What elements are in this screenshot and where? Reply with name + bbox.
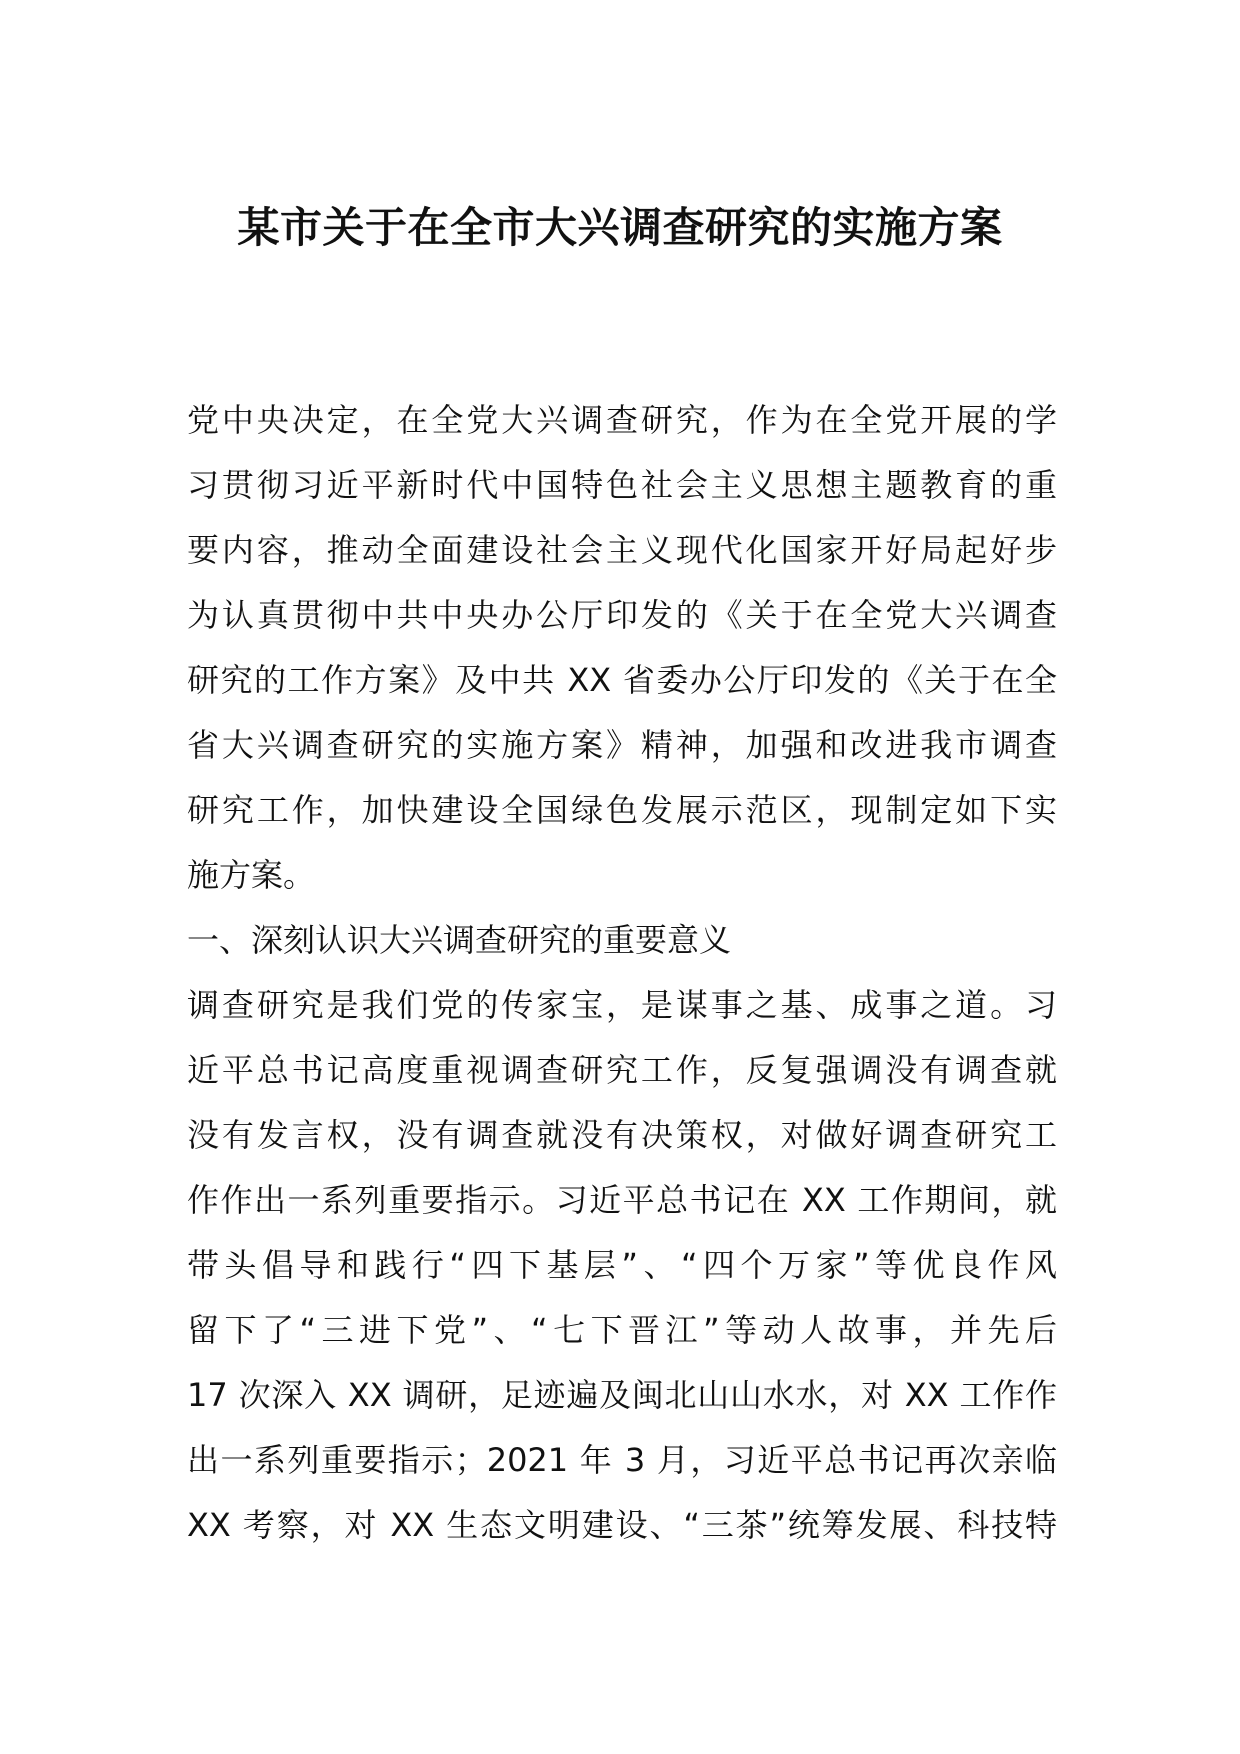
document-body bbox=[187, 388, 1057, 1558]
body-line: 调查研究是我们党的传家宝，是谋事之基、成事之道。习 bbox=[187, 986, 1057, 1024]
body-line: 没有发言权，没有调查就没有决策权，对做好调查研究工 bbox=[187, 1116, 1057, 1154]
body-line: 为认真贯彻中共中央办公厅印发的《关于在全党大兴调查 bbox=[187, 596, 1057, 634]
body-line: 带头倡导和践行“四下基层”、“四个万家”等优良作风 bbox=[187, 1246, 1057, 1284]
body-line: 施方案。 bbox=[187, 856, 316, 894]
body-line: 研究工作，加快建设全国绿色发展示范区，现制定如下实 bbox=[187, 791, 1057, 829]
body-line: 研究的工作方案》及中共 XX 省委办公厅印发的《关于在全 bbox=[187, 661, 1057, 699]
body-line: 省大兴调查研究的实施方案》精神，加强和改进我市调查 bbox=[187, 726, 1057, 764]
body-line: 习贯彻习近平新时代中国特色社会主义思想主题教育的重 bbox=[187, 466, 1057, 504]
body-line: 作作出一系列重要指示。习近平总书记在 XX 工作期间，就 bbox=[187, 1181, 1057, 1219]
document-title: 某市关于在全市大兴调查研究的实施方案 bbox=[237, 203, 1003, 252]
body-line: 出一系列重要指示；2021 年 3 月，习近平总书记再次亲临 bbox=[187, 1441, 1057, 1479]
body-line: 党中央决定，在全党大兴调查研究，作为在全党开展的学 bbox=[187, 401, 1057, 439]
body-line: 近平总书记高度重视调查研究工作，反复强调没有调查就 bbox=[187, 1051, 1057, 1089]
body-line: XX 考察，对 XX 生态文明建设、“三茶”统筹发展、科技特 bbox=[187, 1506, 1057, 1544]
body-line: 17 次深入 XX 调研，足迹遍及闽北山山水水，对 XX 工作作 bbox=[187, 1376, 1057, 1414]
body-line: 要内容，推动全面建设社会主义现代化国家开好局起好步 bbox=[187, 531, 1057, 569]
body-line: 留下了“三进下党”、“七下晋江”等动人故事，并先后 bbox=[187, 1311, 1057, 1349]
section-heading: 一、深刻认识大兴调查研究的重要意义 bbox=[187, 921, 732, 959]
